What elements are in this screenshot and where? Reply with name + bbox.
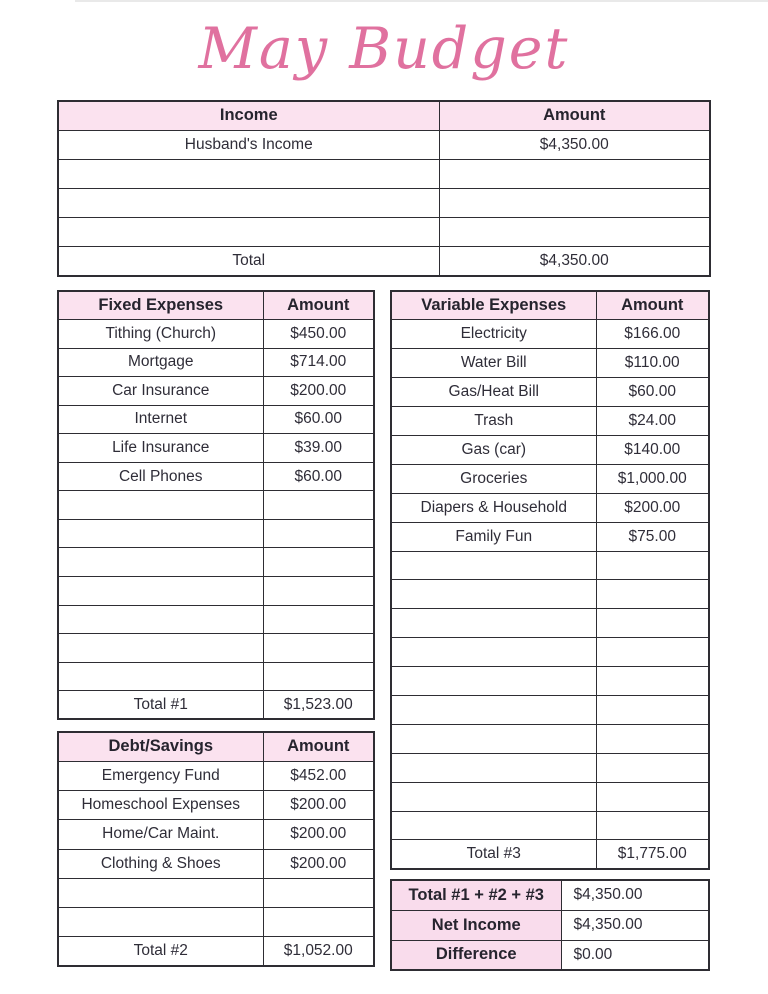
table-row-empty <box>58 189 710 218</box>
variable-expenses-total-amount: $1,775.00 <box>596 840 709 869</box>
table-row-empty <box>58 491 374 520</box>
expense-label: Homeschool Expenses <box>58 791 263 820</box>
expense-label: Emergency Fund <box>58 761 263 790</box>
debt-savings-total-label: Total #2 <box>58 937 263 966</box>
fixed-expenses-amount-column-header: Amount <box>263 291 374 320</box>
income-column-header: Income <box>58 101 439 130</box>
summary-row-grand-total <box>391 880 709 910</box>
expense-label: Internet <box>58 405 263 434</box>
empty-cell <box>263 605 374 634</box>
table-row-empty <box>58 634 374 663</box>
table-row <box>391 320 709 349</box>
table-row <box>58 377 374 406</box>
empty-cell <box>596 638 709 667</box>
table-row <box>391 493 709 522</box>
expense-amount: $714.00 <box>263 348 374 377</box>
fixed-expenses-total-row <box>58 691 374 720</box>
difference-label: Difference <box>391 940 561 970</box>
expense-label: Car Insurance <box>58 377 263 406</box>
expense-label: Gas (car) <box>391 435 596 464</box>
table-row-empty <box>58 548 374 577</box>
empty-cell <box>58 218 439 247</box>
expense-amount: $1,000.00 <box>596 464 709 493</box>
income-total-row <box>58 247 710 276</box>
table-row-empty <box>58 908 374 937</box>
net-income-label: Net Income <box>391 910 561 940</box>
empty-cell <box>58 605 263 634</box>
expense-amount: $452.00 <box>263 761 374 790</box>
empty-cell <box>439 218 710 247</box>
net-income-amount: $4,350.00 <box>561 910 709 940</box>
empty-cell <box>263 576 374 605</box>
table-row <box>391 522 709 551</box>
empty-cell <box>391 580 596 609</box>
table-row-empty <box>391 609 709 638</box>
empty-cell <box>263 491 374 520</box>
variable-expenses-amount-column-header: Amount <box>596 291 709 320</box>
summary-row-difference <box>391 940 709 970</box>
empty-cell <box>439 159 710 188</box>
fixed-expenses-total-label: Total #1 <box>58 691 263 720</box>
table-row-empty <box>58 576 374 605</box>
table-row <box>58 130 710 159</box>
table-row <box>58 761 374 790</box>
page-title: May Budget <box>198 16 570 82</box>
table-row-empty <box>391 811 709 840</box>
expense-amount: $39.00 <box>263 434 374 463</box>
empty-cell <box>391 811 596 840</box>
empty-cell <box>58 491 263 520</box>
expense-amount: $200.00 <box>263 849 374 878</box>
empty-cell <box>596 811 709 840</box>
expense-amount: $75.00 <box>596 522 709 551</box>
empty-cell <box>58 576 263 605</box>
fixed-expenses-column-header: Fixed Expenses <box>58 291 263 320</box>
expense-amount: $200.00 <box>263 820 374 849</box>
expense-label: Diapers & Household <box>391 493 596 522</box>
empty-cell <box>391 782 596 811</box>
expense-label: Family Fun <box>391 522 596 551</box>
expense-amount: $200.00 <box>596 493 709 522</box>
page-top-edge-line <box>75 0 768 2</box>
table-row-empty <box>391 638 709 667</box>
table-row <box>58 462 374 491</box>
expense-amount: $60.00 <box>596 378 709 407</box>
empty-cell <box>391 753 596 782</box>
expense-amount: $24.00 <box>596 407 709 436</box>
table-row-empty <box>58 605 374 634</box>
expense-amount: $200.00 <box>263 791 374 820</box>
table-row <box>391 378 709 407</box>
expense-label: Gas/Heat Bill <box>391 378 596 407</box>
expense-amount: $140.00 <box>596 435 709 464</box>
debt-savings-total-row <box>58 937 374 966</box>
empty-cell <box>391 638 596 667</box>
income-table <box>57 100 711 277</box>
variable-expenses-total-row <box>391 840 709 869</box>
empty-cell <box>596 551 709 580</box>
income-item-label: Husband's Income <box>58 130 439 159</box>
table-row-empty <box>58 218 710 247</box>
empty-cell <box>263 908 374 937</box>
table-row <box>58 791 374 820</box>
variable-expenses-total-label: Total #3 <box>391 840 596 869</box>
income-total-label: Total <box>58 247 439 276</box>
fixed-expenses-header-row <box>58 291 374 320</box>
expense-amount: $110.00 <box>596 349 709 378</box>
empty-cell <box>596 724 709 753</box>
income-header-row <box>58 101 710 130</box>
expense-label: Life Insurance <box>58 434 263 463</box>
grand-total-label: Total #1 + #2 + #3 <box>391 880 561 910</box>
empty-cell <box>263 548 374 577</box>
empty-cell <box>58 634 263 663</box>
empty-cell <box>391 667 596 696</box>
difference-amount: $0.00 <box>561 940 709 970</box>
empty-cell <box>596 695 709 724</box>
empty-cell <box>596 580 709 609</box>
expense-label: Electricity <box>391 320 596 349</box>
empty-cell <box>58 878 263 907</box>
table-row <box>58 320 374 349</box>
empty-cell <box>58 662 263 691</box>
table-row <box>58 434 374 463</box>
expense-label: Water Bill <box>391 349 596 378</box>
summary-row-net-income <box>391 910 709 940</box>
table-row-empty <box>58 159 710 188</box>
empty-cell <box>58 548 263 577</box>
empty-cell <box>263 662 374 691</box>
debt-savings-column-header: Debt/Savings <box>58 732 263 761</box>
table-row-empty <box>391 724 709 753</box>
expense-label: Cell Phones <box>58 462 263 491</box>
income-amount-column-header: Amount <box>439 101 710 130</box>
grand-total-amount: $4,350.00 <box>561 880 709 910</box>
empty-cell <box>596 753 709 782</box>
empty-cell <box>58 159 439 188</box>
table-row <box>58 348 374 377</box>
fixed-expenses-table <box>57 290 375 720</box>
empty-cell <box>263 634 374 663</box>
empty-cell <box>58 519 263 548</box>
table-row <box>391 464 709 493</box>
empty-cell <box>263 878 374 907</box>
table-row <box>58 820 374 849</box>
table-row <box>391 349 709 378</box>
empty-cell <box>58 908 263 937</box>
fixed-expenses-total-amount: $1,523.00 <box>263 691 374 720</box>
expense-amount: $60.00 <box>263 462 374 491</box>
expense-amount: $166.00 <box>596 320 709 349</box>
table-row <box>58 405 374 434</box>
debt-savings-total-amount: $1,052.00 <box>263 937 374 966</box>
income-total-amount: $4,350.00 <box>439 247 710 276</box>
table-row-empty <box>391 782 709 811</box>
table-row-empty <box>58 878 374 907</box>
expense-label: Tithing (Church) <box>58 320 263 349</box>
expense-label: Home/Car Maint. <box>58 820 263 849</box>
table-row <box>391 407 709 436</box>
table-row <box>58 849 374 878</box>
debt-savings-amount-column-header: Amount <box>263 732 374 761</box>
table-row-empty <box>391 695 709 724</box>
empty-cell <box>391 724 596 753</box>
debt-savings-header-row <box>58 732 374 761</box>
income-item-amount: $4,350.00 <box>439 130 710 159</box>
expense-amount: $200.00 <box>263 377 374 406</box>
empty-cell <box>596 667 709 696</box>
table-row-empty <box>391 551 709 580</box>
variable-expenses-header-row <box>391 291 709 320</box>
expense-label: Groceries <box>391 464 596 493</box>
empty-cell <box>596 782 709 811</box>
empty-cell <box>263 519 374 548</box>
expense-label: Clothing & Shoes <box>58 849 263 878</box>
empty-cell <box>391 695 596 724</box>
empty-cell <box>58 189 439 218</box>
empty-cell <box>391 551 596 580</box>
table-row-empty <box>391 580 709 609</box>
table-row-empty <box>391 667 709 696</box>
empty-cell <box>391 609 596 638</box>
table-row-empty <box>58 662 374 691</box>
expense-amount: $60.00 <box>263 405 374 434</box>
expense-amount: $450.00 <box>263 320 374 349</box>
expense-label: Trash <box>391 407 596 436</box>
table-row <box>391 435 709 464</box>
variable-expenses-table <box>390 290 710 870</box>
debt-savings-table <box>57 731 375 967</box>
variable-expenses-column-header: Variable Expenses <box>391 291 596 320</box>
budget-summary-table <box>390 879 710 971</box>
empty-cell <box>596 609 709 638</box>
empty-cell <box>439 189 710 218</box>
table-row-empty <box>58 519 374 548</box>
expense-label: Mortgage <box>58 348 263 377</box>
table-row-empty <box>391 753 709 782</box>
